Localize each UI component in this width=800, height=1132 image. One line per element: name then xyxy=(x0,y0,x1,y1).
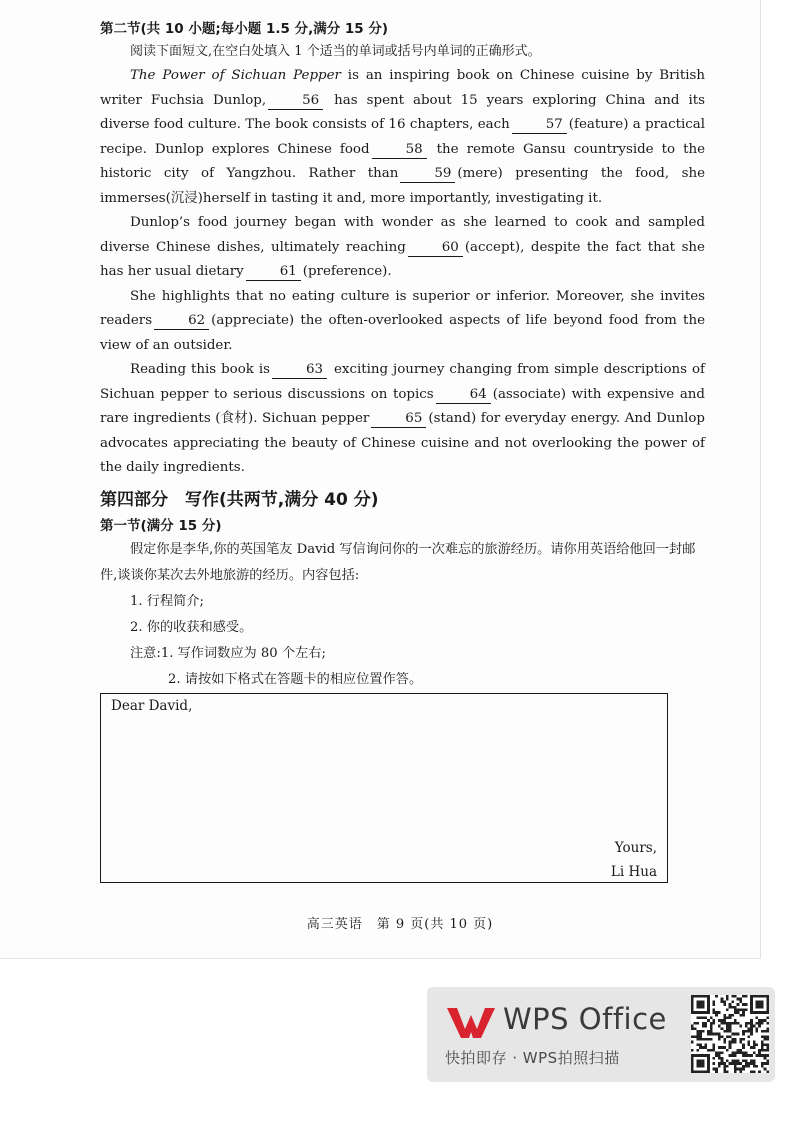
letter-greeting: Dear David, xyxy=(111,698,193,714)
text-segment: exciting journey changing from simple descriptions of Sichuan pepper to serious discussions on topics xyxy=(100,362,705,402)
blank-61[interactable]: 61 xyxy=(246,263,301,281)
passage-paragraph-1 xyxy=(100,64,705,211)
part-4-title: 第四部分 写作(共两节,满分 40 分) xyxy=(100,489,379,510)
text-segment: (preference). xyxy=(302,264,392,279)
text-segment: has spent about 15 years exploring China and its diverse food culture. The book consists of 16 chapters, each xyxy=(100,92,705,132)
prompt-note-1: 注意:1. 写作词数应为 80 个左右; xyxy=(130,645,326,661)
wps-tagline: 快拍即存 · WPS拍照扫描 xyxy=(445,1049,620,1067)
book-title: The Power of Sichuan Pepper xyxy=(130,68,341,83)
blank-59[interactable]: 59 xyxy=(400,165,455,183)
blank-60[interactable]: 60 xyxy=(408,239,463,257)
section-2-title: 第二节(共 10 小题;每小题 1.5 分,满分 15 分) xyxy=(100,21,389,37)
text-segment: (accept), despite the fact that she has her usual dietary xyxy=(100,239,705,279)
text-segment: (mere) presenting the food, she immerses(沉浸)herself in tasting it and, more importantly, investigating it. xyxy=(100,166,706,206)
text-segment: the remote Gansu countryside to the historic city of Yangzhou. Rather than xyxy=(100,141,705,181)
wps-logo-icon xyxy=(445,1005,497,1041)
text-segment: (associate) with expensive and rare ingredients (食材). Sichuan pepper xyxy=(100,386,706,426)
text-segment: Dunlop’s food journey began with wonder as she learned to cook and sampled diverse Chinese dishes, ultimately reaching xyxy=(100,215,705,255)
blank-57[interactable]: 57 xyxy=(512,116,567,134)
blank-64[interactable]: 64 xyxy=(436,386,491,404)
prompt-item-1: 1. 行程简介; xyxy=(130,593,204,609)
section-2-instruction: 阅读下面短文,在空白处填入 1 个适当的单词或括号内单词的正确形式。 xyxy=(130,44,541,59)
letter-closing: Yours, xyxy=(614,840,657,856)
text-segment: Reading this book is xyxy=(130,362,270,377)
qr-code-icon xyxy=(691,995,769,1073)
blank-56[interactable]: 56 xyxy=(268,92,323,110)
writing-prompt: 假定你是李华,你的英国笔友 David 写信询问你的一次难忘的旅游经历。请你用英语给他回一封邮件,谈谈你某次去外地旅游的经历。内容包括: xyxy=(100,541,696,583)
part-4-section-1-title: 第一节(满分 15 分) xyxy=(100,517,222,534)
passage-paragraph-4 xyxy=(100,358,705,481)
prompt-item-2: 2. 你的收获和感受。 xyxy=(130,619,253,635)
letter-answer-box[interactable] xyxy=(100,693,668,883)
text-segment: (appreciate) the often-overlooked aspects of life beyond food from the view of an outsider. xyxy=(100,313,705,353)
text-segment: is an inspiring book on Chinese cuisine by British writer Fuchsia Dunlop, xyxy=(100,68,705,108)
passage-paragraph-3 xyxy=(100,285,705,359)
blank-63[interactable]: 63 xyxy=(272,361,327,379)
blank-65[interactable]: 65 xyxy=(371,410,426,428)
page-content xyxy=(100,18,705,693)
page-footer: 高三英语 第 9 页(共 10 页) xyxy=(306,917,494,932)
wps-watermark xyxy=(427,987,775,1082)
blank-58[interactable]: 58 xyxy=(372,141,427,159)
text-segment: She highlights that no eating culture is superior or inferior. Moreover, she invites readers xyxy=(100,288,705,328)
passage-paragraph-2 xyxy=(100,211,705,285)
letter-signature: Li Hua xyxy=(610,864,657,880)
text-segment: (stand) for everyday energy. And Dunlop advocates appreciating the beauty of Chinese cuisine and not overlooking the power of the daily ingredients. xyxy=(100,411,705,475)
wps-brand: WPS Office xyxy=(503,1002,667,1036)
blank-62[interactable]: 62 xyxy=(154,312,209,330)
prompt-note-2: 2. 请按如下格式在答题卡的相应位置作答。 xyxy=(168,671,423,687)
text-segment: (feature) a practical recipe. Dunlop explores Chinese food xyxy=(100,117,705,157)
